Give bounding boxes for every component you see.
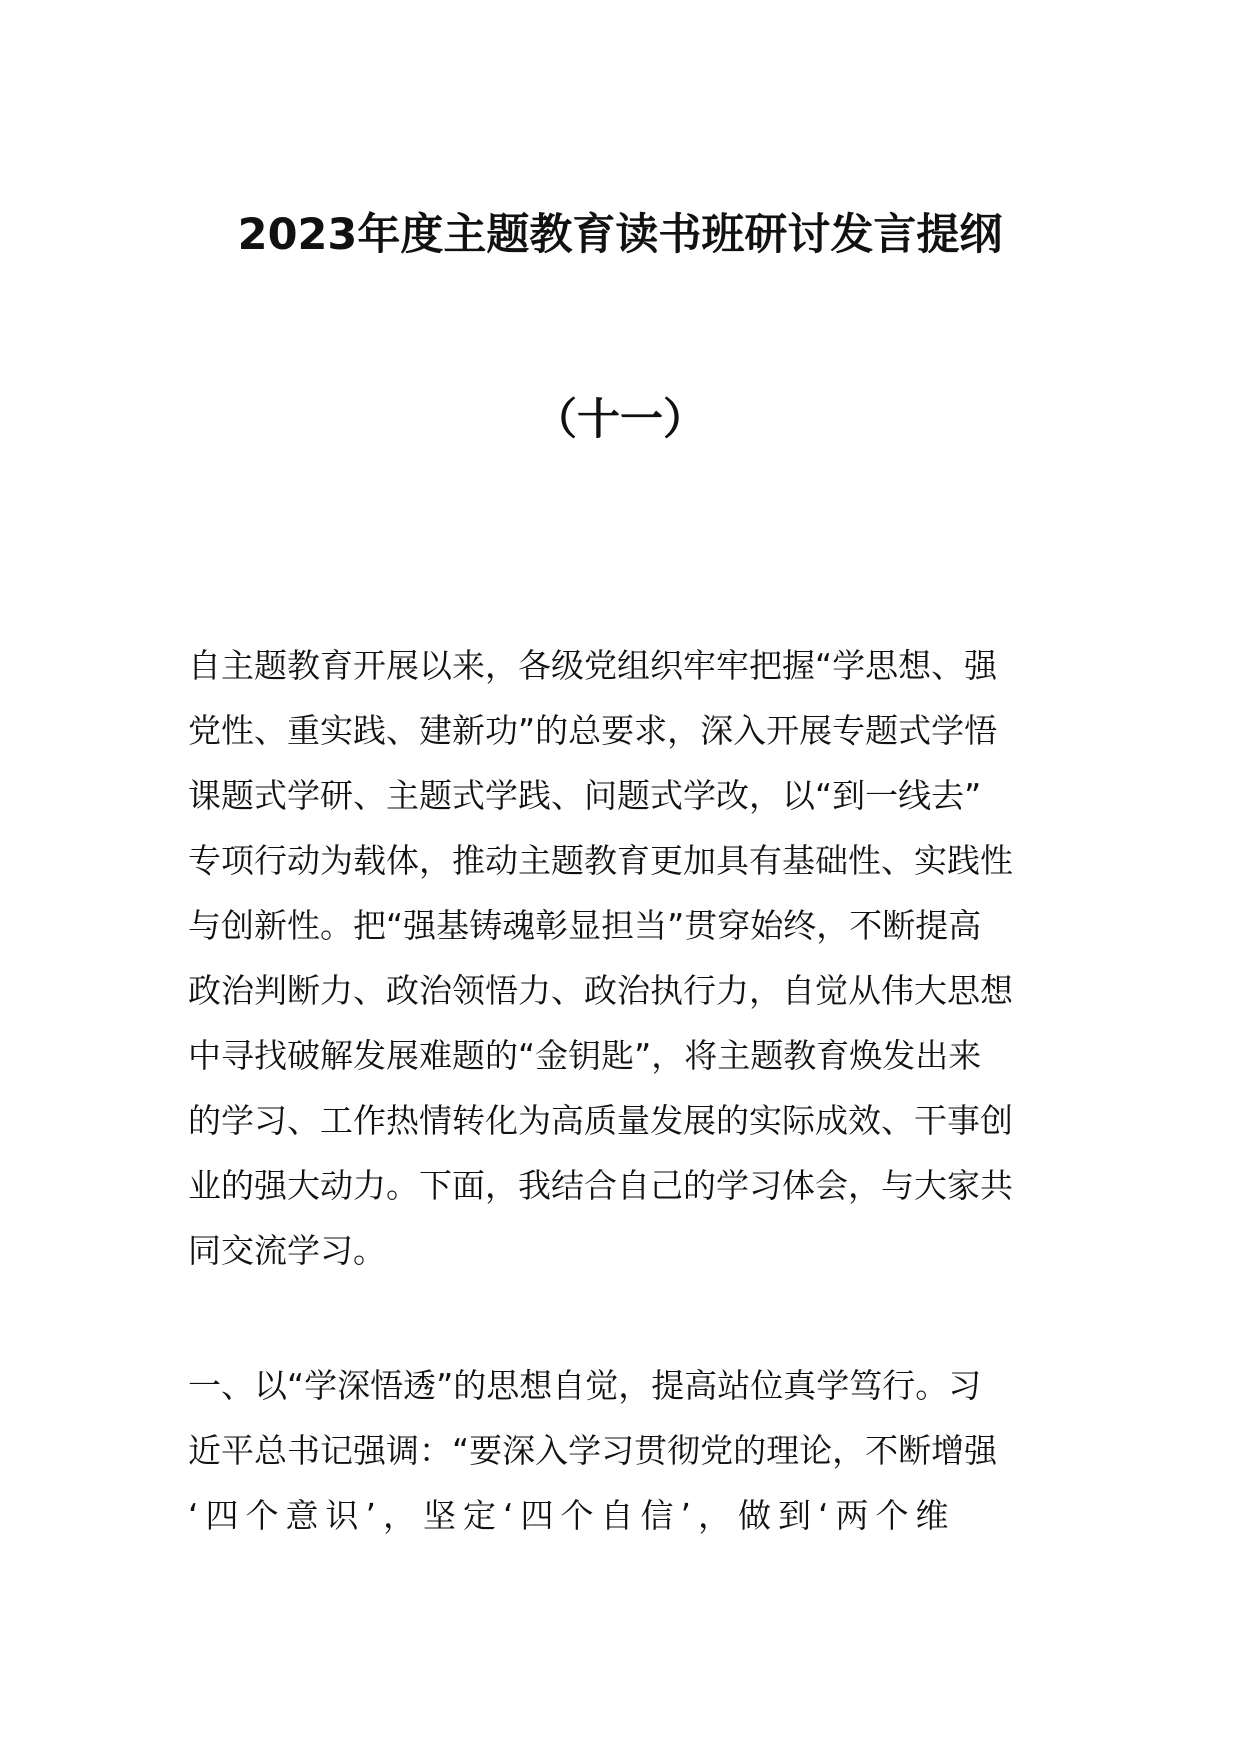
paragraph-line: 中寻找破解发展难题的“金钥匙”，将主题教育焕发出来 [188, 1036, 982, 1075]
paragraph-line: 与创新性。把“强基铸魂彰显担当”贯穿始终，不断提高 [188, 906, 982, 945]
paragraph-line: 专项行动为载体，推动主题教育更加具有基础性、实践性 [188, 841, 1013, 880]
section-one-paragraph [188, 1353, 1060, 1548]
paragraph-line: 近平总书记强调：“要深入学习贯彻党的理论，不断增强 [188, 1431, 998, 1470]
paragraph-line: 自主题教育开展以来，各级党组织牢牢把握“学思想、强 [188, 646, 998, 685]
paragraph-line: 政治判断力、政治领悟力、政治执行力，自觉从伟大思想 [188, 971, 1013, 1010]
paragraph-line: ‘四个意识’，坚定‘四个自信’，做到‘两个维 [188, 1496, 956, 1535]
document-subtitle: （十一） [534, 395, 706, 445]
document-title: 2023年度主题教育读书班研讨发言提纲 [237, 210, 1003, 260]
paragraph-line: 的学习、工作热情转化为高质量发展的实际成效、干事创 [188, 1101, 1013, 1140]
paragraph-line: 业的强大动力。下面，我结合自己的学习体会，与大家共 [188, 1166, 1013, 1205]
intro-paragraph [188, 633, 1060, 1283]
paragraph-line: 同交流学习。 [188, 1231, 386, 1270]
paragraph-line: 课题式学研、主题式学践、问题式学改，以“到一线去” [188, 776, 982, 815]
paragraph-line: 党性、重实践、建新功”的总要求，深入开展专题式学悟 [188, 711, 998, 750]
paragraph-line: 一、以“学深悟透”的思想自觉，提高站位真学笃行。习 [188, 1366, 982, 1405]
